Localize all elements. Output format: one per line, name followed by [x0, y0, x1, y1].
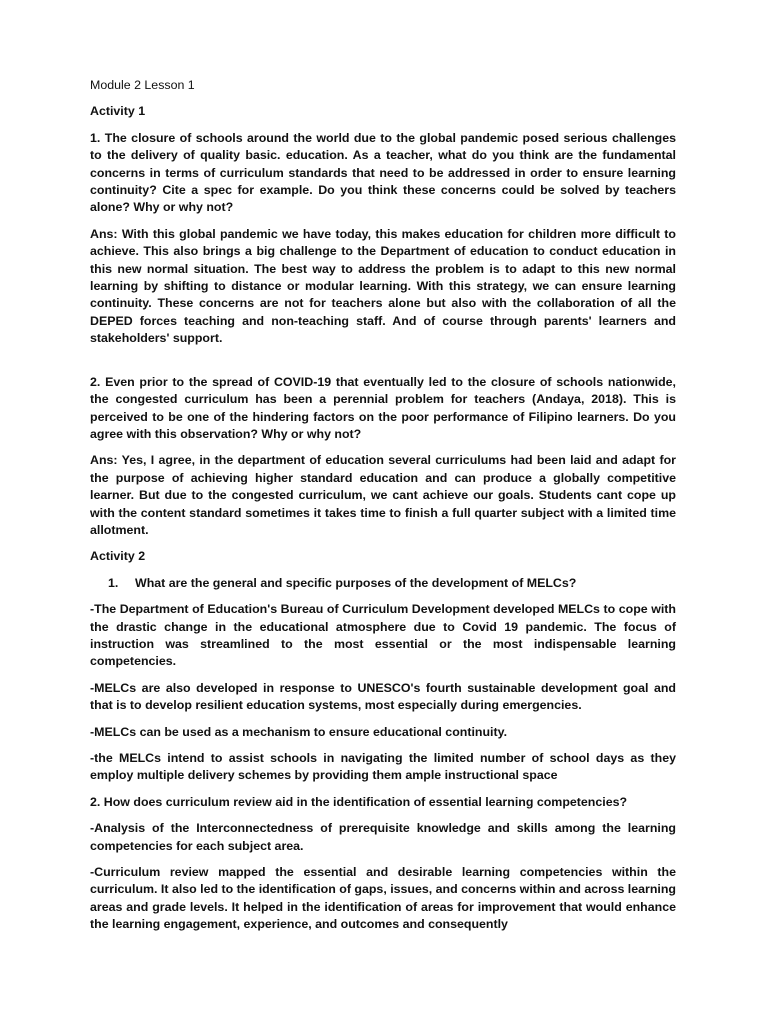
activity-1-heading: Activity 1 — [90, 104, 146, 119]
activity-2-heading: Activity 2 — [90, 549, 146, 564]
activity-2-question-1 — [90, 575, 676, 592]
activity-2-answer-1-paragraph-4: -the MELCs intend to assist schools in navigating the limited number of school days as they employ multiple delivery schemes by providing them ample instructional space — [90, 751, 676, 783]
activity-2-answer-1-paragraph-3: -MELCs can be used as a mechanism to ensure educational continuity. — [90, 724, 508, 739]
activity-2-answer-2-paragraph-2: -Curriculum review mapped the essential and desirable learning competencies within the curriculum. It also led to the identification of gaps, issues, and concerns within and across learning areas and grade levels. It helped in the identification of areas for improvement that would enhance the learning engagement, experience, and outcomes and consequently — [90, 865, 676, 932]
activity-2-question-2: 2. How does curriculum review aid in the identification of essential learning competencies? — [90, 794, 628, 809]
activity-1-question-1: 1. The closure of schools around the world due to the global pandemic posed serious challenges to the delivery of quality basic. education. As a teacher, what do you think are the fundamental concerns in terms of curriculum standards that need to be addressed in order to ensure learning continuity? Cite a spec for example. Do you think these concerns could be solved by teachers alone? Why or why not? — [90, 130, 676, 215]
activity-1-question-2: 2. Even prior to the spread of COVID-19 that eventually led to the closure of schools nationwide, the congested curriculum has been a perennial problem for teachers (Andaya, 2018). This is perceived to be one of the hindering factors on the poor performance of Filipino learners. Do you agree with this observation? Why or why not? — [90, 374, 676, 441]
activity-2-answer-1-paragraph-2: -MELCs are also developed in response to UNESCO's fourth sustainable development goal and that is to develop resilient education systems, most especially during emergencies. — [90, 680, 676, 713]
list-text: What are the general and specific purposes of the development of MELCs? — [135, 575, 577, 590]
activity-1-answer-1: Ans: With this global pandemic we have today, this makes education for children more difficult to achieve. This also brings a big challenge to the Department of education to conduct education in this new normal situation. The best way to address the problem is to adapt to this new normal learning by shifting to distance or modular learning. With this strategy, we can ensure learning continuity. These concerns are not for teachers alone but also with the collaboration of all the DEPED forces teaching and non-teaching staff. And of course through parents' learners and stakeholders' support. — [90, 226, 676, 346]
module-title: Module 2 Lesson 1 — [90, 78, 195, 92]
document-page — [90, 77, 676, 943]
activity-2-answer-2-paragraph-1: -Analysis of the Interconnectedness of prerequisite knowledge and skills among the learning competencies for each subject area. — [90, 821, 676, 853]
activity-2-answer-1-paragraph-1: -The Department of Education's Bureau of Curriculum Development developed MELCs to cope with the drastic change in the educational atmosphere due to Covid 19 pandemic. The focus of instruction was streamlined to the most essential or the most indispensable learning competencies. — [90, 602, 676, 669]
activity-1-answer-2: Ans: Yes, I agree, in the department of education several curriculums had been laid and adapt for the purpose of achieving higher standard education and can produce a globally competitive learner. But due to the congested curriculum, we cant achieve our goals. Students cant cope up with the content standard sometimes it takes time to finish a full quarter subject with a limited time allotment. — [90, 453, 676, 537]
list-number: 1. — [108, 575, 119, 590]
